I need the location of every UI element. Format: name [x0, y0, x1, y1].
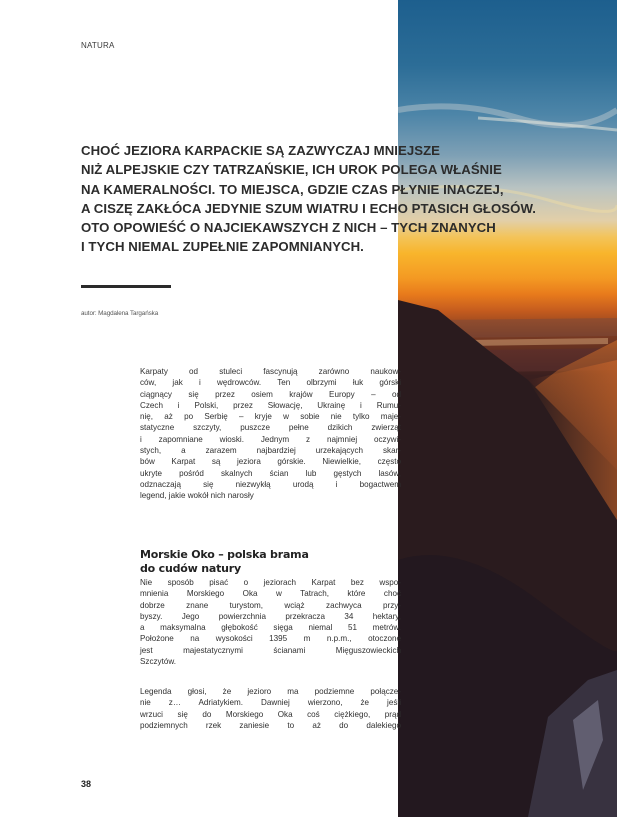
section-label: NATURA	[81, 41, 115, 50]
lead-line: OTO OPOWIEŚĆ O NAJCIEKAWSZYCH Z NICH – TYCH ZNANYCH	[81, 220, 496, 236]
text-line: Karpaty od stuleci fascynują zarówno naukow-	[140, 367, 401, 376]
text-line: dobrze znane turystom, wciąż zachwyca przy-	[140, 600, 401, 610]
text-line: ców, jak i wędrowców. Ten olbrzymi łuk górski	[140, 378, 401, 388]
morskie-oko-paragraph	[140, 577, 401, 667]
text-line: stych, a zarazem najbardziej urzekających skar-	[140, 446, 401, 456]
text-line: bów Karpat są jeziora górskie. Niewielkie, często	[140, 457, 401, 467]
text-line: legend, jakie wokół nich narosły	[140, 491, 254, 501]
legend-paragraph	[140, 686, 401, 731]
intro-paragraph	[140, 366, 401, 502]
text-line: a maksymalna głębokość sięga niemal 51 metrów.	[140, 623, 401, 633]
text-line: wrzuci się do Morskiego Oka coś ciężkiego, prąd	[140, 709, 401, 719]
author-byline: autor: Magdalena Targańska	[81, 310, 159, 317]
text-line: odznaczają się niezwykłą urodą i bogactwem	[140, 479, 401, 489]
lead-paragraph	[81, 141, 561, 257]
lead-line: NIŻ ALPEJSKIE CZY TATRZAŃSKIE, ICH UROK POLEGA WŁAŚNIE	[81, 162, 502, 178]
text-line: nie z… Adriatykiem. Dawniej wierzono, że jeśli	[140, 698, 401, 708]
lead-line: NA KAMERALNOŚCI. TO MIEJSCA, GDZIE CZAS PŁYNIE INACZEJ,	[81, 181, 504, 197]
text-line: Położone na wysokości 1395 m n.p.m., otoczone	[140, 634, 401, 644]
text-line: statyczne szczyty, puszcze pełne dzikich zwierząt	[140, 423, 401, 433]
text-line: Nie sposób pisać o jeziorach Karpat bez wspo-	[140, 578, 401, 587]
text-line: jest majestatycznymi ścianami Mięguszowieckich	[140, 645, 401, 655]
text-line: mnienia Morskiego Oka w Tatrach, które choć	[140, 589, 401, 599]
subheading-line: do cudów natury	[140, 562, 241, 575]
text-line: podziemnych rzek zaniesie to aż do dalekiego	[140, 720, 401, 730]
lead-divider	[81, 285, 171, 288]
lead-line: CHOĆ JEZIORA KARPACKIE SĄ ZAZWYCZAJ MNIEJSZE	[81, 143, 441, 158]
lead-line: A CISZĘ ZAKŁÓCA JEDYNIE SZUM WIATRU I ECHO PTASICH GŁOSÓW.	[81, 200, 536, 216]
section-subheading	[140, 548, 309, 576]
text-line: Legenda głosi, że jezioro ma podziemne połącze-	[140, 687, 401, 696]
text-line: ukryte pośród skalnych ścian lub gęstych lasów,	[140, 468, 401, 478]
mountain-sunset-photo	[398, 0, 617, 817]
text-line: byszy. Jego powierzchnia przekracza 34 hektary,	[140, 611, 401, 621]
text-line: Szczytów.	[140, 657, 176, 667]
text-line: i zapomniane wioski. Jednym z najmniej oczywi-	[140, 434, 401, 444]
page-number: 38	[81, 779, 92, 789]
lead-line: I TYCH NIEMAL ZUPEŁNIE ZAPOMNIANYCH.	[81, 239, 364, 255]
text-line: ciągnący się przez osiem krajów Europy – od	[140, 389, 401, 399]
text-line: Czech i Polski, przez Słowację, Ukrainę i Rumu-	[140, 400, 401, 410]
subheading-line: Morskie Oko – polska brama	[140, 548, 309, 561]
text-line: nię, aż po Serbię – kryje w sobie nie tylko maje-	[140, 412, 401, 422]
